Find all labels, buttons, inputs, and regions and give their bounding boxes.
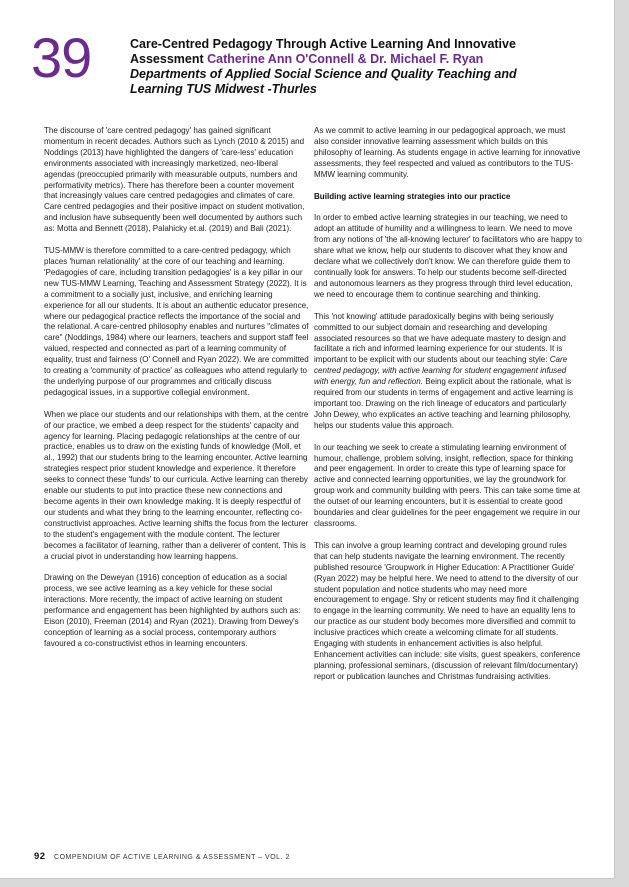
paragraph: TUS-MMW is therefore committed to a care-centred pedagogy, which places 'human relationality' at the core of our teaching and learning. 'Pedagogies of care, including transition pedagogies' is a key pillar in our new TUS-MMW Learning, Teaching and Assessment Strategy (2022). It is a commitment to a socially just, inclusive, and enriching learning experience for all our students. It is about an authentic educator presence, where our pedagogical practice reflects the importance of the social and the relational. A care-centred philosophy enables and nurtures "climates of care" (Noddings, 1984) where our learners, teachers and support staff feel valued, respected and connected as part of a learning community of equality, trust and fairness (O' Connell and Ryan 2022). We are committed to creating a 'community of practice' as colleagues who attend regularly to the underlying purpose of our programmes and critically discuss pedagogical issues, in a supportive collegial environment. <box>44 246 309 397</box>
paragraph: As we commit to active learning in our pedagogical approach, we must also consider innovative learning assessment which builds on this philosophy of learning. As students engage in active learning for innovative assessments, they feel respected and valued as contributors to the TUS-MMW learning community. <box>314 126 581 179</box>
paragraph-text: Being explicit about the rationale, what is required from our students in terms of engagement and active learning is important too. Drawing on the rich lineage of educators and particularly John Dewey, who explicates an active teaching and learning philosophy, helps our students value this approach. <box>314 377 573 430</box>
italic-emphasis: Care centred pedagogy, with active learning for student engagement infused with energy, fun and reflection. <box>314 355 568 387</box>
paragraph: The discourse of 'care centred pedagogy' has gained significant momentum in recent decades. Authors such as Lynch (2010 & 2015) and Noddings (2013) have highlighted the dangers of 'care-less' education environments associated with increasingly marketized, neo-liberal agendas (preoccupied primarily with measurable outputs, numbers and performativity metrics). There has therefore been a counter movement that increasingly values care centred pedagogies and climates of care. Care centred pedagogies and their positive impact on student motivation, and inclusion have subsequently been well documented by authors such as: Motta and Bennett (2018), Palahicky et.al. (2019) and Bali (2021). <box>44 126 305 234</box>
publication-title: COMPENDIUM OF ACTIVE LEARNING & ASSESSMENT – VOL. 2 <box>54 854 290 861</box>
chapter-number: 39 <box>31 26 92 89</box>
paragraph: Drawing on the Deweyan (1916) conception of education as a social process, we see active learning as a key vehicle for these social interactions. More recently, the impact of active learning on student performance and engagement has been highlighted by authors such as: Eison (2010), Freeman (2014) and Ryan (2021). Drawing from Dewey's conception of learning as a social process, contemporary authors favoured a co-constructivist ethos in learning encounters. <box>44 573 301 648</box>
page-number: 92 <box>34 851 46 862</box>
paragraph-text: This 'not knowing' attitude paradoxically begins with being seriously committed to our subject domain and researching and developing associated resources so that we have adequate mastery to design and facilitate a rich and informed learning experience for our students. It is important to be explicit with our students about our teaching style: <box>314 311 566 365</box>
article-title: Care-Centred Pedagogy Through Active Learning And Innovative Assessment <box>130 37 516 66</box>
article-header <box>130 37 570 97</box>
right-column <box>314 126 582 694</box>
paragraph <box>314 312 582 432</box>
paragraph: When we place our students and our relationships with them, at the centre of our practice, we embed a deep respect for the students' capacity and agency for learning. Placing pedagogic relationships at the centre of our practice, enables us to draw on the existing funds of knowledge (Moll, et al., 1992) that our students bring to the learning encounter. Active learning strategies respect prior student knowledge and experience. It therefore seeks to connect these 'funds' to our curricula. Active learning can thereby enable our students to put into practice these new connections and become agents in their own knowledge making. It is deeply respectful of our students and what they bring to the learning encounter, reflecting co-constructivist approaches. Active learning shifts the focus from the lecturer to the student's engagement with the module content. The lecturer becomes a facilitator of learning, rather than a deliverer of content. This is a crucial pivot in understanding how learning happens. <box>44 409 309 561</box>
paragraph: In order to embed active learning strategies in our teaching, we need to adopt an attitude of humility and a willingness to learn. We need to move from any notions of 'the all-knowing lecturer' to facilitators who are happy to share what we know, help our students to discover what they know and declare what we collectively don't know. We can therefore guide them to continually look for answers. To help our students become self-directed and autonomous learners as they progress through third level education, we need to encourage them to continue searching and thinking. <box>314 213 582 299</box>
article-department: Departments of Applied Social Science and Quality Teaching and Learning TUS Midwest -Thurles <box>130 67 517 96</box>
left-column <box>44 126 309 661</box>
article-authors: Catherine Ann O'Connell & Dr. Michael F. Ryan <box>207 52 484 66</box>
page-footer <box>34 852 290 863</box>
paragraph: In our teaching we seek to create a stimulating learning environment of humour, challenge, problem solving, insight, reflection, space for thinking and peer engagement. In order to create this type of learning space for active and connected learning opportunities, we lay the groundwork for group work and community building with peers. This can take some time at the outset of our learning encounters, but it is essential to create good boundaries and clear guidelines for the peer engagement we require in our classrooms. <box>314 442 581 528</box>
section-heading: Building active learning strategies into our practice <box>314 191 511 201</box>
paragraph: This can involve a group learning contract and developing ground rules that can help students navigate the learning environment. The recently published resource 'Groupwork in Higher Education: A Practitioner Guide' (Ryan 2022) may be helpful here. We need to attend to the diversity of our student population and notice students who may need more encouragement to engage. Shy or reticent students may find it challenging to engage in the learning community. We need to have an equality lens to our practice as our student body becomes more diversified and commit to inclusive practices which create a welcoming climate for all students. Engaging with students in enhancement activities is also helpful. Enhancement activities can include: site visits, guest speakers, conference planning, professional seminars, (discussion of relevant film/documentary) report or publication launches and Christmas fundraising activities. <box>314 540 581 681</box>
